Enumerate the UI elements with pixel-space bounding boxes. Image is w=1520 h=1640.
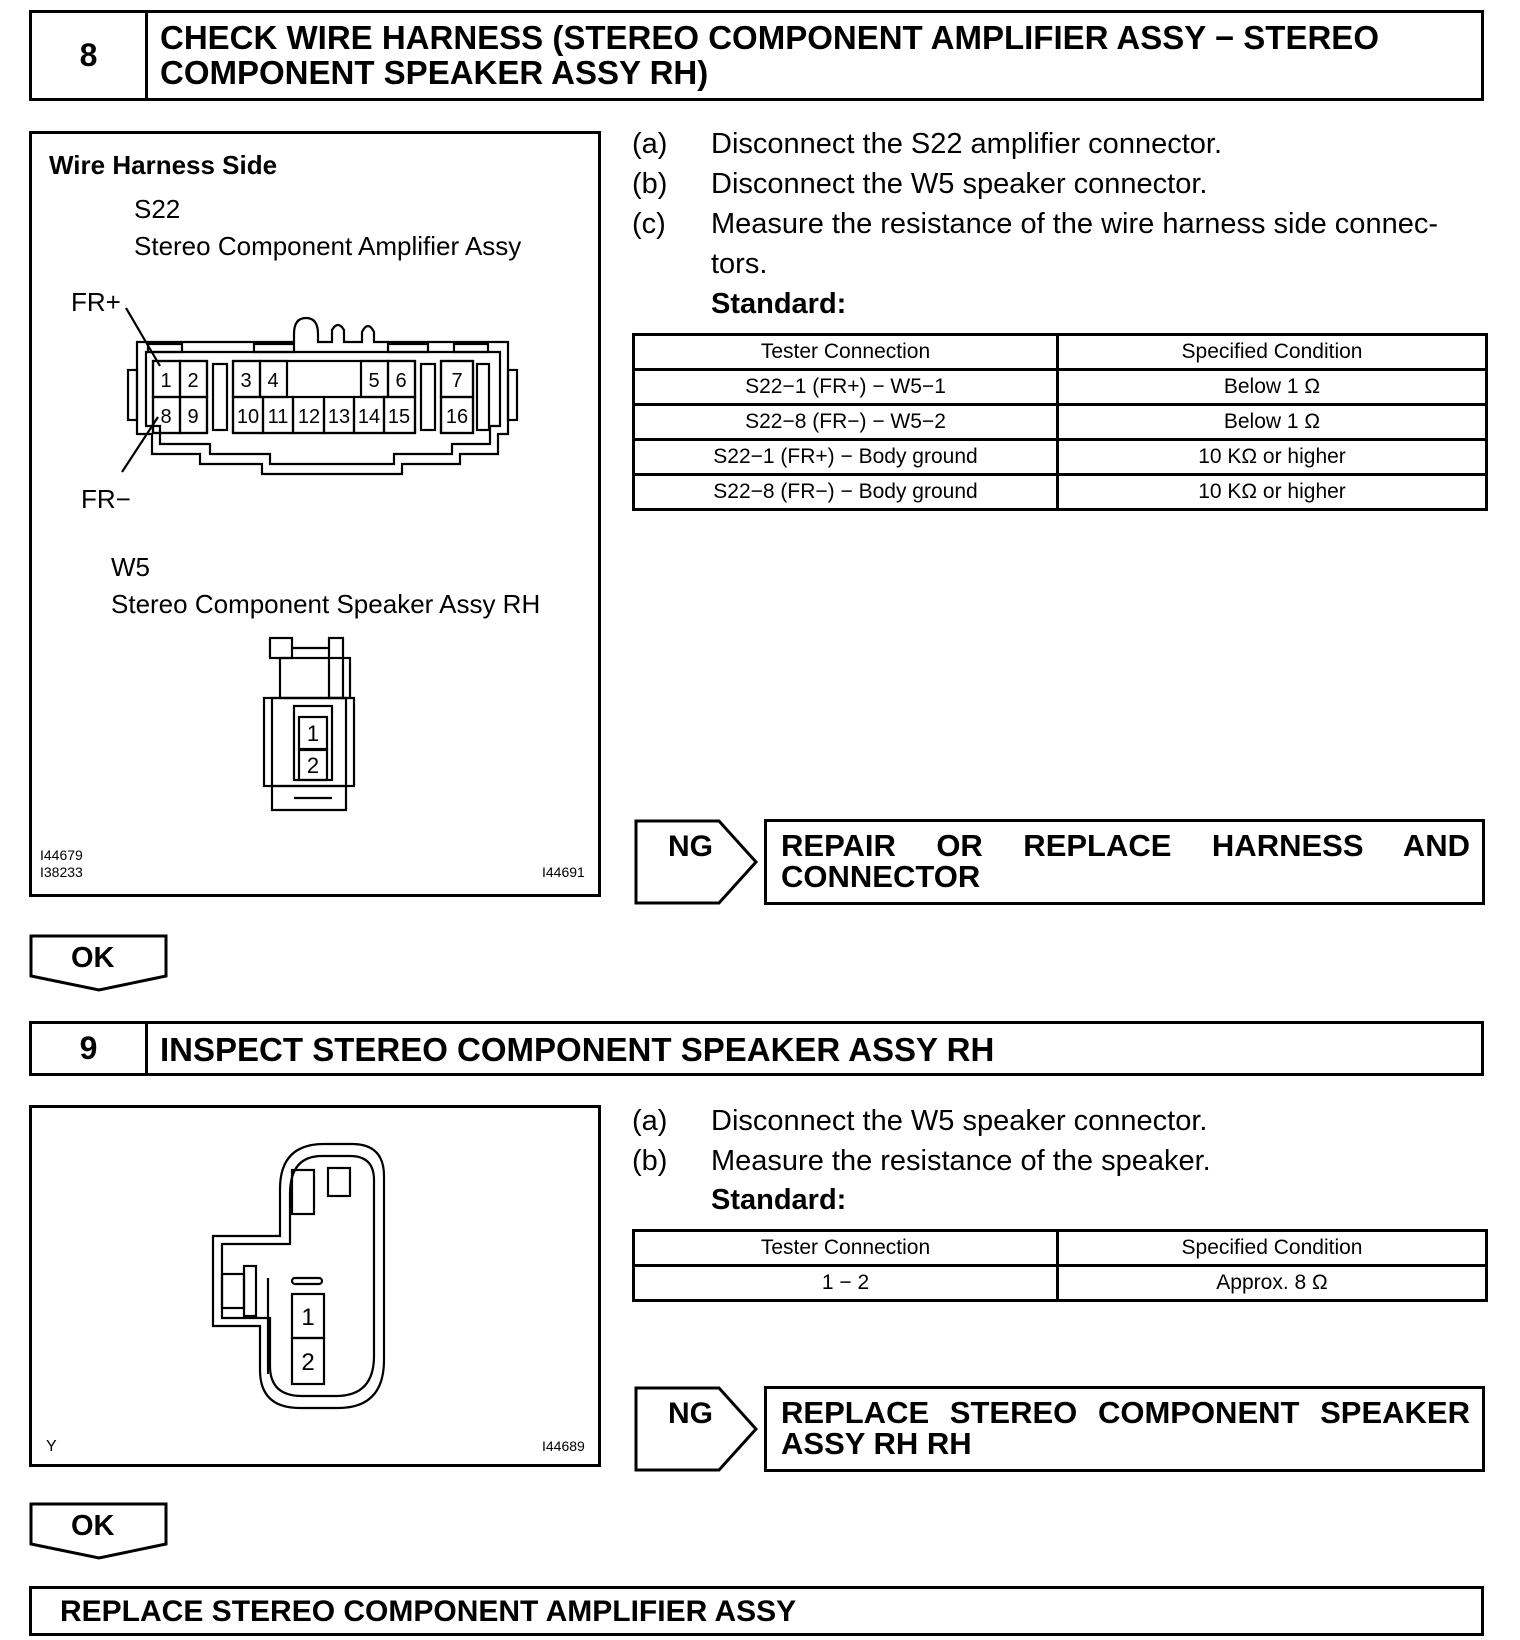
table-header: Specified Condition <box>1058 1231 1487 1266</box>
instruction-text-continued: tors. <box>711 248 768 280</box>
s22-pin-15: 15 <box>387 406 411 428</box>
ng-label: NG <box>668 830 713 863</box>
s22-pin-10: 10 <box>236 406 260 428</box>
step-title: CHECK WIRE HARNESS (STEREO COMPONENT AMPLIFIER ASSY − STEREO COMPONENT SPEAKER ASSY RH) <box>160 19 1379 91</box>
table-cell: S22−1 (FR+) − Body ground <box>634 440 1058 475</box>
s22-pin-3: 3 <box>240 370 252 392</box>
ng-label: NG <box>668 1397 713 1430</box>
table-header-row <box>634 1231 1487 1266</box>
s22-name: Stereo Component Amplifier Assy <box>134 231 522 261</box>
table-cell: 1 − 2 <box>634 1266 1058 1301</box>
table-cell: S22−8 (FR−) − W5−2 <box>634 405 1058 440</box>
instruction-letter: (b) <box>632 168 668 200</box>
instruction-letter: (a) <box>632 128 668 160</box>
s22-pin-11: 11 <box>267 406 289 428</box>
s22-pin-9: 9 <box>187 406 199 428</box>
instruction-text: Measure the resistance of the speaker. <box>711 1145 1211 1177</box>
s22-pin-7: 7 <box>451 370 463 392</box>
table-cell: S22−1 (FR+) − W5−1 <box>634 370 1058 405</box>
ng-action-box: REPLACE STEREO COMPONENT SPEAKER ASSY RH RH <box>764 1386 1485 1472</box>
final-action-box: REPLACE STEREO COMPONENT AMPLIFIER ASSY <box>29 1586 1484 1636</box>
instruction-text: Disconnect the S22 amplifier connector. <box>711 128 1222 160</box>
table-cell: 10 KΩ or higher <box>1058 475 1487 510</box>
speaker-connector-figure <box>29 1105 601 1467</box>
s22-pin-6: 6 <box>395 370 407 392</box>
s22-pin-5: 5 <box>368 370 380 392</box>
fr-plus-label: FR+ <box>71 287 121 317</box>
step-title: INSPECT STEREO COMPONENT SPEAKER ASSY RH <box>160 1031 995 1068</box>
s22-pin-13: 13 <box>327 406 351 428</box>
speaker-pin-2: 2 <box>301 1349 315 1376</box>
instruction-letter: (a) <box>632 1105 668 1137</box>
step-number: 8 <box>32 13 148 98</box>
table-row <box>634 440 1487 475</box>
s22-pin-1: 1 <box>160 370 172 392</box>
table-row <box>634 370 1487 405</box>
s22-pin-4: 4 <box>267 370 279 392</box>
table-cell: Approx. 8 Ω <box>1058 1266 1487 1301</box>
step-8-header <box>29 10 1484 101</box>
standard-label: Standard: <box>711 288 847 320</box>
step-9-header <box>29 1021 1484 1076</box>
w5-pin-1: 1 <box>306 721 320 746</box>
speaker-pin-1: 1 <box>301 1304 315 1331</box>
w5-name: Stereo Component Speaker Assy RH <box>111 589 541 619</box>
fr-minus-label: FR− <box>81 484 131 514</box>
w5-code: W5 <box>111 552 150 582</box>
s22-pin-8: 8 <box>160 406 172 428</box>
figure-ref-code-right: I44691 <box>542 864 585 880</box>
table-row <box>634 1266 1487 1301</box>
table-cell: Below 1 Ω <box>1058 405 1487 440</box>
step-8-spec-table <box>632 333 1488 511</box>
table-header: Tester Connection <box>634 1231 1058 1266</box>
figure-ref-code-1: I44679 <box>40 847 83 863</box>
s22-pin-16: 16 <box>445 406 469 428</box>
s22-code: S22 <box>134 194 181 224</box>
instruction-letter: (c) <box>632 208 666 240</box>
standard-label: Standard: <box>711 1184 847 1216</box>
w5-pin-2: 2 <box>306 753 320 778</box>
s22-pin-2: 2 <box>187 370 199 392</box>
ok-label: OK <box>71 942 115 974</box>
table-row <box>634 405 1487 440</box>
speaker-connector-diagram <box>32 1108 598 1464</box>
s22-pin-12: 12 <box>297 406 321 428</box>
instruction-letter: (b) <box>632 1145 668 1177</box>
table-header: Specified Condition <box>1058 335 1487 370</box>
ok-label: OK <box>71 1510 115 1542</box>
wiring-figure <box>29 131 601 897</box>
instruction-text: Measure the resistance of the wire harness side connec- <box>711 208 1438 240</box>
instruction-text: Disconnect the W5 speaker connector. <box>711 1105 1208 1137</box>
table-cell: S22−8 (FR−) − Body ground <box>634 475 1058 510</box>
s22-pin-14: 14 <box>357 406 381 428</box>
ng-action-box: REPAIR OR REPLACE HARNESS AND CONNECTOR <box>764 819 1485 905</box>
table-cell: Below 1 Ω <box>1058 370 1487 405</box>
figure-ref-code-2: I38233 <box>40 864 83 880</box>
table-header-row <box>634 335 1487 370</box>
figure-heading: Wire Harness Side <box>49 150 278 180</box>
w5-connector-diagram <box>32 134 598 894</box>
step-number: 9 <box>32 1024 148 1073</box>
figure-corner-label: Y <box>46 1438 57 1455</box>
figure-ref-code-right: I44689 <box>542 1438 585 1454</box>
step-9-spec-table <box>632 1229 1488 1302</box>
instruction-text: Disconnect the W5 speaker connector. <box>711 168 1208 200</box>
table-header: Tester Connection <box>634 335 1058 370</box>
table-row <box>634 475 1487 510</box>
table-cell: 10 KΩ or higher <box>1058 440 1487 475</box>
